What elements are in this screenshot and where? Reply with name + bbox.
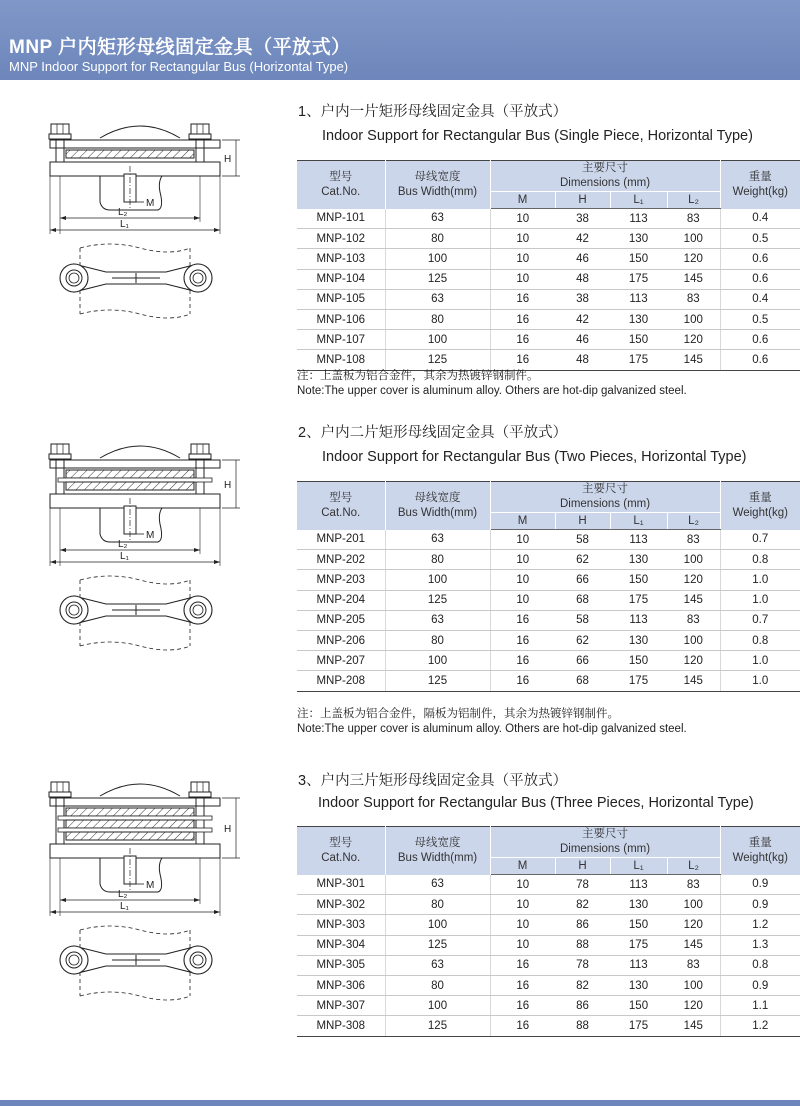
cell-model: MNP-105 — [297, 289, 385, 309]
cell-weight: 0.4 — [720, 289, 800, 309]
header-dimensions-cn: 主要尺寸 — [582, 828, 629, 840]
header-m: M — [490, 858, 555, 875]
cell-h: 68 — [555, 671, 610, 691]
section-3-title-cn: 3、户内三片矩形母线固定金具（平放式） — [298, 773, 568, 789]
table-row — [297, 1016, 800, 1036]
header-h: H — [555, 858, 610, 875]
cell-m: 16 — [490, 671, 555, 691]
cell-m: 16 — [490, 955, 555, 975]
cell-model: MNP-307 — [297, 996, 385, 1016]
header-dimensions — [490, 161, 720, 192]
header-model — [297, 827, 385, 875]
header-bus-width-en: Bus Width(mm) — [397, 851, 478, 864]
header-weight-en: Weight(kg) — [732, 185, 788, 198]
section-3-title-en: Indoor Support for Rectangular Bus (Three Pieces, Horizontal Type) — [318, 795, 754, 811]
header-l2: L₂ — [667, 192, 720, 209]
cell-weight: 0.8 — [720, 630, 800, 650]
cell-model: MNP-206 — [297, 630, 385, 650]
table-row — [297, 996, 800, 1016]
note-cn: 注：上盖板为铝合金件，隔板为铝制件，其余为热镀锌钢制件。 — [297, 708, 619, 720]
table-row — [297, 249, 800, 269]
cell-weight: 0.9 — [720, 895, 800, 915]
cell-h: 78 — [555, 955, 610, 975]
cell-h: 88 — [555, 1016, 610, 1036]
cell-weight: 0.5 — [720, 309, 800, 329]
header-model-en: Cat.No. — [321, 851, 361, 864]
table-row — [297, 975, 800, 995]
cell-l2: 83 — [667, 209, 720, 229]
cell-m: 10 — [490, 915, 555, 935]
cell-h: 86 — [555, 915, 610, 935]
cell-m: 16 — [490, 651, 555, 671]
cell-l1: 150 — [610, 915, 667, 935]
cell-m: 16 — [490, 975, 555, 995]
cell-model: MNP-304 — [297, 935, 385, 955]
cell-weight: 0.6 — [720, 350, 800, 370]
cell-l2: 83 — [667, 955, 720, 975]
cell-l2: 83 — [667, 289, 720, 309]
cell-bus-width: 125 — [385, 350, 490, 370]
cell-l1: 175 — [610, 350, 667, 370]
header-h: H — [555, 192, 610, 209]
cell-l1: 175 — [610, 671, 667, 691]
cell-h: 82 — [555, 895, 610, 915]
cell-weight: 0.9 — [720, 975, 800, 995]
page-title-en: MNP Indoor Support for Rectangular Bus (Horizontal Type) — [9, 59, 349, 74]
cell-model: MNP-203 — [297, 570, 385, 590]
cell-m: 16 — [490, 330, 555, 350]
cell-h: 42 — [555, 229, 610, 249]
spec-table-single-piece — [297, 160, 800, 371]
header-weight-cn: 重量 — [748, 491, 772, 504]
cell-m: 10 — [490, 895, 555, 915]
cell-weight: 1.1 — [720, 996, 800, 1016]
cell-weight: 1.0 — [720, 570, 800, 590]
table-row — [297, 895, 800, 915]
cell-model: MNP-208 — [297, 671, 385, 691]
cell-l1: 150 — [610, 651, 667, 671]
header-weight — [720, 161, 800, 209]
cell-bus-width: 63 — [385, 289, 490, 309]
dim-label-h: H — [224, 154, 232, 165]
cell-weight: 0.7 — [720, 530, 800, 550]
cell-l2: 100 — [667, 630, 720, 650]
header-bus-width-en: Bus Width(mm) — [397, 185, 478, 198]
page-header-banner — [0, 0, 800, 80]
cell-l1: 130 — [610, 975, 667, 995]
dim-label-l2: L₂ — [118, 889, 128, 900]
dim-label-m: M — [146, 880, 155, 891]
cell-model: MNP-301 — [297, 875, 385, 895]
cell-h: 46 — [555, 330, 610, 350]
cell-m: 16 — [490, 309, 555, 329]
cell-weight: 0.8 — [720, 955, 800, 975]
cell-m: 10 — [490, 249, 555, 269]
footer-bar — [0, 1100, 800, 1106]
drawing-two-pieces — [40, 432, 250, 732]
cell-m: 10 — [490, 530, 555, 550]
cell-weight: 1.2 — [720, 915, 800, 935]
table-row — [297, 289, 800, 309]
section-1-title-cn: 1、户内一片矩形母线固定金具（平放式） — [298, 104, 568, 120]
cell-h: 62 — [555, 630, 610, 650]
table-row — [297, 550, 800, 570]
drawing-single-piece — [40, 112, 250, 387]
header-l2: L₂ — [667, 513, 720, 530]
cell-model: MNP-308 — [297, 1016, 385, 1036]
cell-l2: 145 — [667, 671, 720, 691]
cell-weight: 1.0 — [720, 671, 800, 691]
cell-weight: 0.8 — [720, 550, 800, 570]
cell-model: MNP-201 — [297, 530, 385, 550]
cell-l2: 120 — [667, 996, 720, 1016]
header-weight-cn: 重量 — [748, 836, 772, 849]
cell-l2: 120 — [667, 651, 720, 671]
note-en: Note:The upper cover is aluminum alloy. Others are hot-dip galvanized steel. — [297, 385, 687, 397]
cell-m: 16 — [490, 289, 555, 309]
cell-model: MNP-207 — [297, 651, 385, 671]
bolt-head-icon — [49, 782, 71, 797]
cell-m: 10 — [490, 570, 555, 590]
header-weight-cn: 重量 — [748, 170, 772, 183]
dim-label-l2: L₂ — [118, 207, 128, 218]
header-m: M — [490, 513, 555, 530]
cell-l1: 130 — [610, 229, 667, 249]
cell-l1: 130 — [610, 550, 667, 570]
bolt-head-icon — [49, 444, 71, 459]
cell-bus-width: 125 — [385, 590, 490, 610]
cell-model: MNP-107 — [297, 330, 385, 350]
cell-model: MNP-306 — [297, 975, 385, 995]
cell-bus-width: 125 — [385, 935, 490, 955]
cell-l1: 175 — [610, 935, 667, 955]
header-bus-width-cn: 母线宽度 — [414, 491, 461, 504]
cell-l2: 145 — [667, 935, 720, 955]
dim-label-l1: L₁ — [120, 551, 129, 562]
cell-l2: 100 — [667, 229, 720, 249]
cell-bus-width: 63 — [385, 530, 490, 550]
table-row — [297, 590, 800, 610]
dim-label-m: M — [146, 530, 155, 541]
cell-m: 10 — [490, 590, 555, 610]
bus-support-drawing — [40, 770, 250, 1070]
header-dimensions-en: Dimensions (mm) — [559, 843, 651, 855]
cell-h: 38 — [555, 289, 610, 309]
cell-h: 66 — [555, 651, 610, 671]
cell-model: MNP-102 — [297, 229, 385, 249]
cell-l1: 130 — [610, 630, 667, 650]
header-bus-width — [385, 827, 490, 875]
header-l1: L₁ — [610, 858, 667, 875]
cell-l2: 120 — [667, 330, 720, 350]
cell-weight: 0.9 — [720, 875, 800, 895]
header-model-en: Cat.No. — [321, 506, 361, 519]
header-model-en: Cat.No. — [321, 185, 361, 198]
table-row — [297, 955, 800, 975]
header-weight-en: Weight(kg) — [732, 506, 788, 519]
header-dimensions-cn: 主要尺寸 — [582, 162, 629, 174]
cell-m: 16 — [490, 630, 555, 650]
cell-bus-width: 63 — [385, 209, 490, 229]
cell-model: MNP-103 — [297, 249, 385, 269]
cell-model: MNP-305 — [297, 955, 385, 975]
cell-model: MNP-108 — [297, 350, 385, 370]
cell-l1: 150 — [610, 996, 667, 1016]
cell-l1: 130 — [610, 895, 667, 915]
cell-weight: 0.6 — [720, 330, 800, 350]
table-row — [297, 671, 800, 691]
table-row — [297, 269, 800, 289]
cell-bus-width: 80 — [385, 975, 490, 995]
header-dimensions-cn: 主要尺寸 — [582, 483, 629, 495]
header-dimensions-en: Dimensions (mm) — [559, 177, 651, 189]
cell-model: MNP-204 — [297, 590, 385, 610]
cell-m: 10 — [490, 550, 555, 570]
header-l1: L₁ — [610, 192, 667, 209]
header-l2: L₂ — [667, 858, 720, 875]
dim-label-l1: L₁ — [120, 901, 129, 912]
cell-m: 16 — [490, 350, 555, 370]
cell-model: MNP-303 — [297, 915, 385, 935]
cell-l1: 113 — [610, 875, 667, 895]
bolt-head-icon — [189, 124, 211, 139]
cell-h: 48 — [555, 269, 610, 289]
cell-bus-width: 80 — [385, 550, 490, 570]
header-dimensions — [490, 482, 720, 513]
header-weight — [720, 827, 800, 875]
cell-l2: 83 — [667, 875, 720, 895]
cell-model: MNP-302 — [297, 895, 385, 915]
table-row — [297, 350, 800, 370]
cell-l1: 150 — [610, 330, 667, 350]
cell-bus-width: 63 — [385, 610, 490, 630]
table-row — [297, 630, 800, 650]
spec-table-three-pieces — [297, 826, 800, 1037]
cell-m: 10 — [490, 269, 555, 289]
cell-weight: 0.7 — [720, 610, 800, 630]
cell-l2: 120 — [667, 570, 720, 590]
cell-bus-width: 80 — [385, 630, 490, 650]
cell-h: 78 — [555, 875, 610, 895]
table-row — [297, 229, 800, 249]
header-m: M — [490, 192, 555, 209]
header-l1: L₁ — [610, 513, 667, 530]
cell-h: 66 — [555, 570, 610, 590]
cell-m: 16 — [490, 1016, 555, 1036]
dim-label-l2: L₂ — [118, 539, 128, 550]
cell-l2: 83 — [667, 610, 720, 630]
bolt-head-icon — [189, 444, 211, 459]
cell-h: 88 — [555, 935, 610, 955]
table-row — [297, 915, 800, 935]
cell-bus-width: 100 — [385, 996, 490, 1016]
cell-model: MNP-205 — [297, 610, 385, 630]
table-row — [297, 651, 800, 671]
dim-label-h: H — [224, 824, 232, 835]
dim-label-l1: L₁ — [120, 219, 129, 230]
cell-weight: 1.2 — [720, 1016, 800, 1036]
section-1-title-en: Indoor Support for Rectangular Bus (Single Piece, Horizontal Type) — [322, 128, 753, 144]
section-1-note — [297, 369, 687, 399]
header-model — [297, 161, 385, 209]
page-title-cn: MNP 户内矩形母线固定金具（平放式） — [9, 37, 351, 58]
cell-h: 82 — [555, 975, 610, 995]
cell-model: MNP-106 — [297, 309, 385, 329]
table-row — [297, 309, 800, 329]
cell-l2: 100 — [667, 550, 720, 570]
bus-support-drawing — [40, 112, 250, 387]
header-bus-width-en: Bus Width(mm) — [397, 506, 478, 519]
cell-l1: 130 — [610, 309, 667, 329]
header-dimensions-en: Dimensions (mm) — [559, 498, 651, 510]
header-weight — [720, 482, 800, 530]
table-row — [297, 875, 800, 895]
cell-bus-width: 100 — [385, 915, 490, 935]
cell-weight: 1.0 — [720, 590, 800, 610]
cell-h: 46 — [555, 249, 610, 269]
header-h: H — [555, 513, 610, 530]
cell-l1: 113 — [610, 955, 667, 975]
cell-bus-width: 125 — [385, 269, 490, 289]
cell-l1: 113 — [610, 209, 667, 229]
cell-bus-width: 100 — [385, 249, 490, 269]
cell-l1: 150 — [610, 570, 667, 590]
table-row — [297, 570, 800, 590]
cell-m: 10 — [490, 229, 555, 249]
section-2-title-cn: 2、户内二片矩形母线固定金具（平放式） — [298, 425, 568, 441]
cell-weight: 1.0 — [720, 651, 800, 671]
cell-l1: 113 — [610, 289, 667, 309]
cell-h: 58 — [555, 530, 610, 550]
cell-bus-width: 80 — [385, 309, 490, 329]
cell-m: 16 — [490, 610, 555, 630]
cell-l2: 100 — [667, 309, 720, 329]
header-weight-en: Weight(kg) — [732, 851, 788, 864]
header-model-cn: 型号 — [329, 491, 353, 504]
table-row — [297, 610, 800, 630]
cell-l2: 100 — [667, 975, 720, 995]
cell-h: 42 — [555, 309, 610, 329]
cell-bus-width: 80 — [385, 229, 490, 249]
cell-l1: 175 — [610, 590, 667, 610]
header-model-cn: 型号 — [329, 836, 353, 849]
cell-m: 10 — [490, 209, 555, 229]
cell-model: MNP-104 — [297, 269, 385, 289]
cell-h: 86 — [555, 996, 610, 1016]
header-bus-width — [385, 482, 490, 530]
dim-label-h: H — [224, 480, 232, 491]
table-row — [297, 530, 800, 550]
cell-weight: 0.6 — [720, 269, 800, 289]
cell-model: MNP-101 — [297, 209, 385, 229]
cell-l1: 175 — [610, 269, 667, 289]
cell-bus-width: 125 — [385, 671, 490, 691]
cell-l1: 113 — [610, 610, 667, 630]
cell-l2: 145 — [667, 350, 720, 370]
cell-h: 38 — [555, 209, 610, 229]
cell-l2: 145 — [667, 269, 720, 289]
dim-label-m: M — [146, 198, 155, 209]
cell-bus-width: 100 — [385, 651, 490, 671]
note-cn: 注：上盖板为铝合金件，其余为热镀锌钢制件。 — [297, 370, 539, 382]
bus-support-drawing — [40, 432, 250, 732]
cell-weight: 0.6 — [720, 249, 800, 269]
cell-l1: 150 — [610, 249, 667, 269]
cell-m: 10 — [490, 875, 555, 895]
bolt-head-icon — [189, 782, 211, 797]
cell-weight: 0.5 — [720, 229, 800, 249]
table-row — [297, 330, 800, 350]
section-2-title-en: Indoor Support for Rectangular Bus (Two Pieces, Horizontal Type) — [322, 449, 747, 465]
cell-weight: 0.4 — [720, 209, 800, 229]
cell-bus-width: 125 — [385, 1016, 490, 1036]
cell-weight: 1.3 — [720, 935, 800, 955]
note-en: Note:The upper cover is aluminum alloy. Others are hot-dip galvanized steel. — [297, 723, 687, 735]
header-bus-width — [385, 161, 490, 209]
cell-h: 58 — [555, 610, 610, 630]
cell-model: MNP-202 — [297, 550, 385, 570]
cell-bus-width: 80 — [385, 895, 490, 915]
header-bus-width-cn: 母线宽度 — [414, 170, 461, 183]
table-row — [297, 935, 800, 955]
cell-l1: 113 — [610, 530, 667, 550]
bolt-head-icon — [49, 124, 71, 139]
spec-table-two-pieces — [297, 481, 800, 692]
cell-bus-width: 63 — [385, 875, 490, 895]
cell-l2: 145 — [667, 590, 720, 610]
cell-bus-width: 100 — [385, 330, 490, 350]
cell-bus-width: 100 — [385, 570, 490, 590]
cell-l2: 100 — [667, 895, 720, 915]
cell-l2: 145 — [667, 1016, 720, 1036]
cell-m: 16 — [490, 996, 555, 1016]
cell-l2: 120 — [667, 249, 720, 269]
drawing-three-pieces — [40, 770, 250, 1070]
header-dimensions — [490, 827, 720, 858]
table-row — [297, 209, 800, 229]
cell-m: 10 — [490, 935, 555, 955]
cell-h: 68 — [555, 590, 610, 610]
header-model — [297, 482, 385, 530]
section-2-note — [297, 707, 687, 737]
cell-l2: 120 — [667, 915, 720, 935]
cell-l2: 83 — [667, 530, 720, 550]
cell-l1: 175 — [610, 1016, 667, 1036]
cell-bus-width: 63 — [385, 955, 490, 975]
cell-h: 62 — [555, 550, 610, 570]
cell-h: 48 — [555, 350, 610, 370]
header-model-cn: 型号 — [329, 170, 353, 183]
header-bus-width-cn: 母线宽度 — [414, 836, 461, 849]
